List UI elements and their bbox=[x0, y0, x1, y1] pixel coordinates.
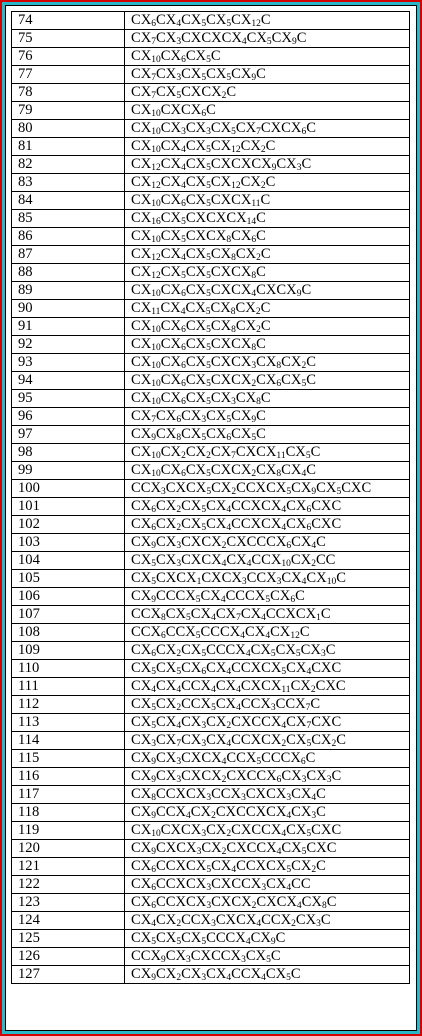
table-row bbox=[12, 966, 410, 984]
table-row bbox=[12, 120, 410, 138]
sequence-cell: $CX_{12}CX_4CX_5CX_8CX_2C$ bbox=[125, 246, 410, 264]
sequence-cell: $CX_7CX_3CX_5CX_5CX_9C$ bbox=[125, 66, 410, 84]
sequence-cell: $CX_9CXCX_3CX_2CXCCX_4CX_5CXC$ bbox=[125, 840, 410, 858]
row-number: 93 bbox=[12, 354, 125, 372]
sequence-cell: $CX_9CCX_4CX_2CXCCXCX_4CX_3C$ bbox=[125, 804, 410, 822]
sequence-cell: $CX_{12}CX_5CX_5CXCX_8C$ bbox=[125, 264, 410, 282]
row-number: 117 bbox=[12, 786, 125, 804]
table-row bbox=[12, 624, 410, 642]
row-number: 116 bbox=[12, 768, 125, 786]
row-number: 80 bbox=[12, 120, 125, 138]
sequence-cell: $CX_5CX_5CX_6CX_4CCXCX_5CX_4CXC$ bbox=[125, 660, 410, 678]
sequence-cell: $CX_5CX_4CX_3CX_2CXCCX_4CX_7CXC$ bbox=[125, 714, 410, 732]
sequence-cell: $CX_6CX_4CX_5CX_5CX_{12}C$ bbox=[125, 12, 410, 30]
table-row bbox=[12, 516, 410, 534]
row-number: 78 bbox=[12, 84, 125, 102]
sequence-cell: $CX_{10}CXCX_3CX_2CXCCX_4CX_5CXC$ bbox=[125, 822, 410, 840]
sequence-cell: $CX_{10}CX_6CX_5CX_3CX_8C$ bbox=[125, 390, 410, 408]
table-row bbox=[12, 750, 410, 768]
table-row bbox=[12, 30, 410, 48]
row-number: 87 bbox=[12, 246, 125, 264]
sequence-cell: $CX_4CX_2CCX_3CXCX_4CCX_2CX_3C$ bbox=[125, 912, 410, 930]
sequence-cell: $CX_{10}CX_6CX_5CXCX_{11}C$ bbox=[125, 192, 410, 210]
row-number: 109 bbox=[12, 642, 125, 660]
table-row bbox=[12, 426, 410, 444]
row-number: 123 bbox=[12, 894, 125, 912]
table-row bbox=[12, 138, 410, 156]
row-number: 96 bbox=[12, 408, 125, 426]
sequence-cell: $CX_7CX_5CXCX_2C$ bbox=[125, 84, 410, 102]
table-row bbox=[12, 336, 410, 354]
sequence-cell: $CX_{10}CX_6CX_5CXCX_2CX_6CX_5C$ bbox=[125, 372, 410, 390]
row-number: 113 bbox=[12, 714, 125, 732]
table-row bbox=[12, 912, 410, 930]
sequence-cell: $CCX_6CCX_5CCCX_4CX_4CX_{12}C$ bbox=[125, 624, 410, 642]
sequence-cell: $CX_7CX_6CX_3CX_5CX_9C$ bbox=[125, 408, 410, 426]
table-row bbox=[12, 930, 410, 948]
row-number: 76 bbox=[12, 48, 125, 66]
sequence-cell: $CCX_8CX_5CX_4CX_7CX_4CCXCX_1C$ bbox=[125, 606, 410, 624]
row-number: 100 bbox=[12, 480, 125, 498]
sequence-cell: $CX_{10}CX_6CX_5CXCX_8C$ bbox=[125, 336, 410, 354]
row-number: 127 bbox=[12, 966, 125, 984]
table-row bbox=[12, 462, 410, 480]
row-number: 85 bbox=[12, 210, 125, 228]
table-row bbox=[12, 642, 410, 660]
sequence-cell: $CX_{10}CX_3CX_3CX_5CX_7CXCX_6C$ bbox=[125, 120, 410, 138]
table-row bbox=[12, 102, 410, 120]
sequence-cell: $CX_{10}CX_5CXCX_8CX_6C$ bbox=[125, 228, 410, 246]
sequence-cell: $CX_3CX_7CX_3CX_4CCXCX_2CX_5CX_2C$ bbox=[125, 732, 410, 750]
row-number: 90 bbox=[12, 300, 125, 318]
table-row bbox=[12, 390, 410, 408]
sequence-cell: $CX_9CCCX_5CX_4CCCX_5CX_6C$ bbox=[125, 588, 410, 606]
row-number: 94 bbox=[12, 372, 125, 390]
row-number: 103 bbox=[12, 534, 125, 552]
row-number: 119 bbox=[12, 822, 125, 840]
sequence-cell: $CX_9CX_3CXCX_2CXCCCX_6CX_4C$ bbox=[125, 534, 410, 552]
table-row bbox=[12, 174, 410, 192]
sequence-cell: $CCX_9CX_3CXCCX_3CX_5C$ bbox=[125, 948, 410, 966]
row-number: 101 bbox=[12, 498, 125, 516]
sequence-cell: $CX_{11}CX_4CX_5CX_8CX_2C$ bbox=[125, 300, 410, 318]
table-row bbox=[12, 156, 410, 174]
row-number: 75 bbox=[12, 30, 125, 48]
table-row bbox=[12, 192, 410, 210]
table-row bbox=[12, 732, 410, 750]
row-number: 102 bbox=[12, 516, 125, 534]
row-number: 98 bbox=[12, 444, 125, 462]
table-row bbox=[12, 84, 410, 102]
row-number: 92 bbox=[12, 336, 125, 354]
sequence-cell: $CCX_3CXCX_5CX_2CCXCX_5CX_9CX_5CXC$ bbox=[125, 480, 410, 498]
table-row bbox=[12, 840, 410, 858]
row-number: 114 bbox=[12, 732, 125, 750]
row-number: 120 bbox=[12, 840, 125, 858]
sequence-cell: $CX_{10}CX_2CX_2CX_7CXCX_{11}CX_5C$ bbox=[125, 444, 410, 462]
row-number: 107 bbox=[12, 606, 125, 624]
table-row bbox=[12, 948, 410, 966]
table-row bbox=[12, 570, 410, 588]
sequence-cell: $CX_6CX_2CX_5CCCX_4CX_5CX_5CX_3C$ bbox=[125, 642, 410, 660]
table-row bbox=[12, 66, 410, 84]
row-number: 124 bbox=[12, 912, 125, 930]
row-number: 79 bbox=[12, 102, 125, 120]
sequence-cell: $CX_8CCXCX_3CCX_3CXCX_3CX_4C$ bbox=[125, 786, 410, 804]
row-number: 122 bbox=[12, 876, 125, 894]
sequence-table bbox=[11, 11, 410, 984]
row-number: 108 bbox=[12, 624, 125, 642]
row-number: 77 bbox=[12, 66, 125, 84]
sequence-cell: $CX_5CX_3CXCX_4CX_4CCX_{10}CX_2CC$ bbox=[125, 552, 410, 570]
table-row bbox=[12, 588, 410, 606]
row-number: 104 bbox=[12, 552, 125, 570]
row-number: 115 bbox=[12, 750, 125, 768]
row-number: 88 bbox=[12, 264, 125, 282]
table-row bbox=[12, 768, 410, 786]
row-number: 99 bbox=[12, 462, 125, 480]
sequence-cell: $CX_9CX_3CXCX_4CCX_5CCCX_6C$ bbox=[125, 750, 410, 768]
table-row bbox=[12, 804, 410, 822]
sequence-cell: $CX_{10}CX_6CX_5CXCX_3CX_8CX_2C$ bbox=[125, 354, 410, 372]
sequence-cell: $CX_6CCXCX_5CX_4CCXCX_5CX_2C$ bbox=[125, 858, 410, 876]
table-row bbox=[12, 372, 410, 390]
sequence-cell: $CX_7CX_3CXCXCX_4CX_5CX_9C$ bbox=[125, 30, 410, 48]
row-number: 86 bbox=[12, 228, 125, 246]
table-row bbox=[12, 552, 410, 570]
sequence-cell: $CX_6CX_2CX_5CX_4CCXCX_4CX_6CXC$ bbox=[125, 516, 410, 534]
table-row bbox=[12, 660, 410, 678]
table-row bbox=[12, 246, 410, 264]
sequence-cell: $CX_6CCXCX_3CXCX_2CXCX_4CX_8C$ bbox=[125, 894, 410, 912]
table-row bbox=[12, 876, 410, 894]
row-number: 81 bbox=[12, 138, 125, 156]
table-row bbox=[12, 300, 410, 318]
table-row bbox=[12, 678, 410, 696]
row-number: 105 bbox=[12, 570, 125, 588]
table-row bbox=[12, 606, 410, 624]
table-row bbox=[12, 48, 410, 66]
table-row bbox=[12, 354, 410, 372]
table-row bbox=[12, 228, 410, 246]
table-row bbox=[12, 714, 410, 732]
table-row bbox=[12, 12, 410, 30]
row-number: 83 bbox=[12, 174, 125, 192]
sequence-cell: $CX_9CX_2CX_3CX_4CCX_4CX_5C$ bbox=[125, 966, 410, 984]
row-number: 121 bbox=[12, 858, 125, 876]
row-number: 97 bbox=[12, 426, 125, 444]
sequence-cell: $CX_9CX_3CXCX_2CXCCX_6CX_3CX_3C$ bbox=[125, 768, 410, 786]
sequence-cell: $CX_6CX_2CX_5CX_4CCXCX_4CX_6CXC$ bbox=[125, 498, 410, 516]
row-number: 74 bbox=[12, 12, 125, 30]
table-row bbox=[12, 282, 410, 300]
row-number: 126 bbox=[12, 948, 125, 966]
sequence-cell: $CX_{12}CX_4CX_5CXCXCX_9CX_3C$ bbox=[125, 156, 410, 174]
row-number: 84 bbox=[12, 192, 125, 210]
table-row bbox=[12, 822, 410, 840]
sequence-cell: $CX_{10}CX_6CX_5CXCX_4CXCX_9C$ bbox=[125, 282, 410, 300]
sequence-cell: $CX_{10}CXCX_6C$ bbox=[125, 102, 410, 120]
sequence-cell: $CX_{10}CX_6CX_5C$ bbox=[125, 48, 410, 66]
row-number: 125 bbox=[12, 930, 125, 948]
table-row bbox=[12, 696, 410, 714]
table-row bbox=[12, 408, 410, 426]
table-row bbox=[12, 444, 410, 462]
sequence-cell: $CX_9CX_8CX_5CX_6CX_5C$ bbox=[125, 426, 410, 444]
row-number: 112 bbox=[12, 696, 125, 714]
sequence-cell: $CX_5CXCX_1CXCX_3CCX_3CX_4CX_{10}C$ bbox=[125, 570, 410, 588]
row-number: 111 bbox=[12, 678, 125, 696]
sequence-cell: $CX_{10}CX_6CX_5CX_8CX_2C$ bbox=[125, 318, 410, 336]
table-row bbox=[12, 318, 410, 336]
table-row bbox=[12, 534, 410, 552]
table-row bbox=[12, 498, 410, 516]
row-number: 82 bbox=[12, 156, 125, 174]
sequence-cell: $CX_5CX_5CX_5CCCX_4CX_9C$ bbox=[125, 930, 410, 948]
table-row bbox=[12, 210, 410, 228]
row-number: 110 bbox=[12, 660, 125, 678]
row-number: 89 bbox=[12, 282, 125, 300]
row-number: 95 bbox=[12, 390, 125, 408]
table-row bbox=[12, 786, 410, 804]
sequence-cell: $CX_{12}CX_4CX_5CX_{12}CX_2C$ bbox=[125, 174, 410, 192]
sequence-cell: $CX_{10}CX_4CX_5CX_{12}CX_2C$ bbox=[125, 138, 410, 156]
sequence-cell: $CX_{10}CX_6CX_5CXCX_2CX_8CX_4C$ bbox=[125, 462, 410, 480]
row-number: 91 bbox=[12, 318, 125, 336]
table-body bbox=[12, 12, 410, 984]
sequence-cell: $CX_5CX_2CCX_5CX_4CCX_3CCX_7C$ bbox=[125, 696, 410, 714]
row-number: 106 bbox=[12, 588, 125, 606]
table-row bbox=[12, 480, 410, 498]
row-number: 118 bbox=[12, 804, 125, 822]
table-row bbox=[12, 264, 410, 282]
sequence-cell: $CX_6CCXCX_3CXCCX_3CX_4CC$ bbox=[125, 876, 410, 894]
sequence-cell: $CX_4CX_4CCX_4CX_4CXCX_{11}CX_2CXC$ bbox=[125, 678, 410, 696]
sequence-cell: $CX_{16}CX_5CXCXCX_{14}C$ bbox=[125, 210, 410, 228]
table-row bbox=[12, 858, 410, 876]
table-row bbox=[12, 894, 410, 912]
